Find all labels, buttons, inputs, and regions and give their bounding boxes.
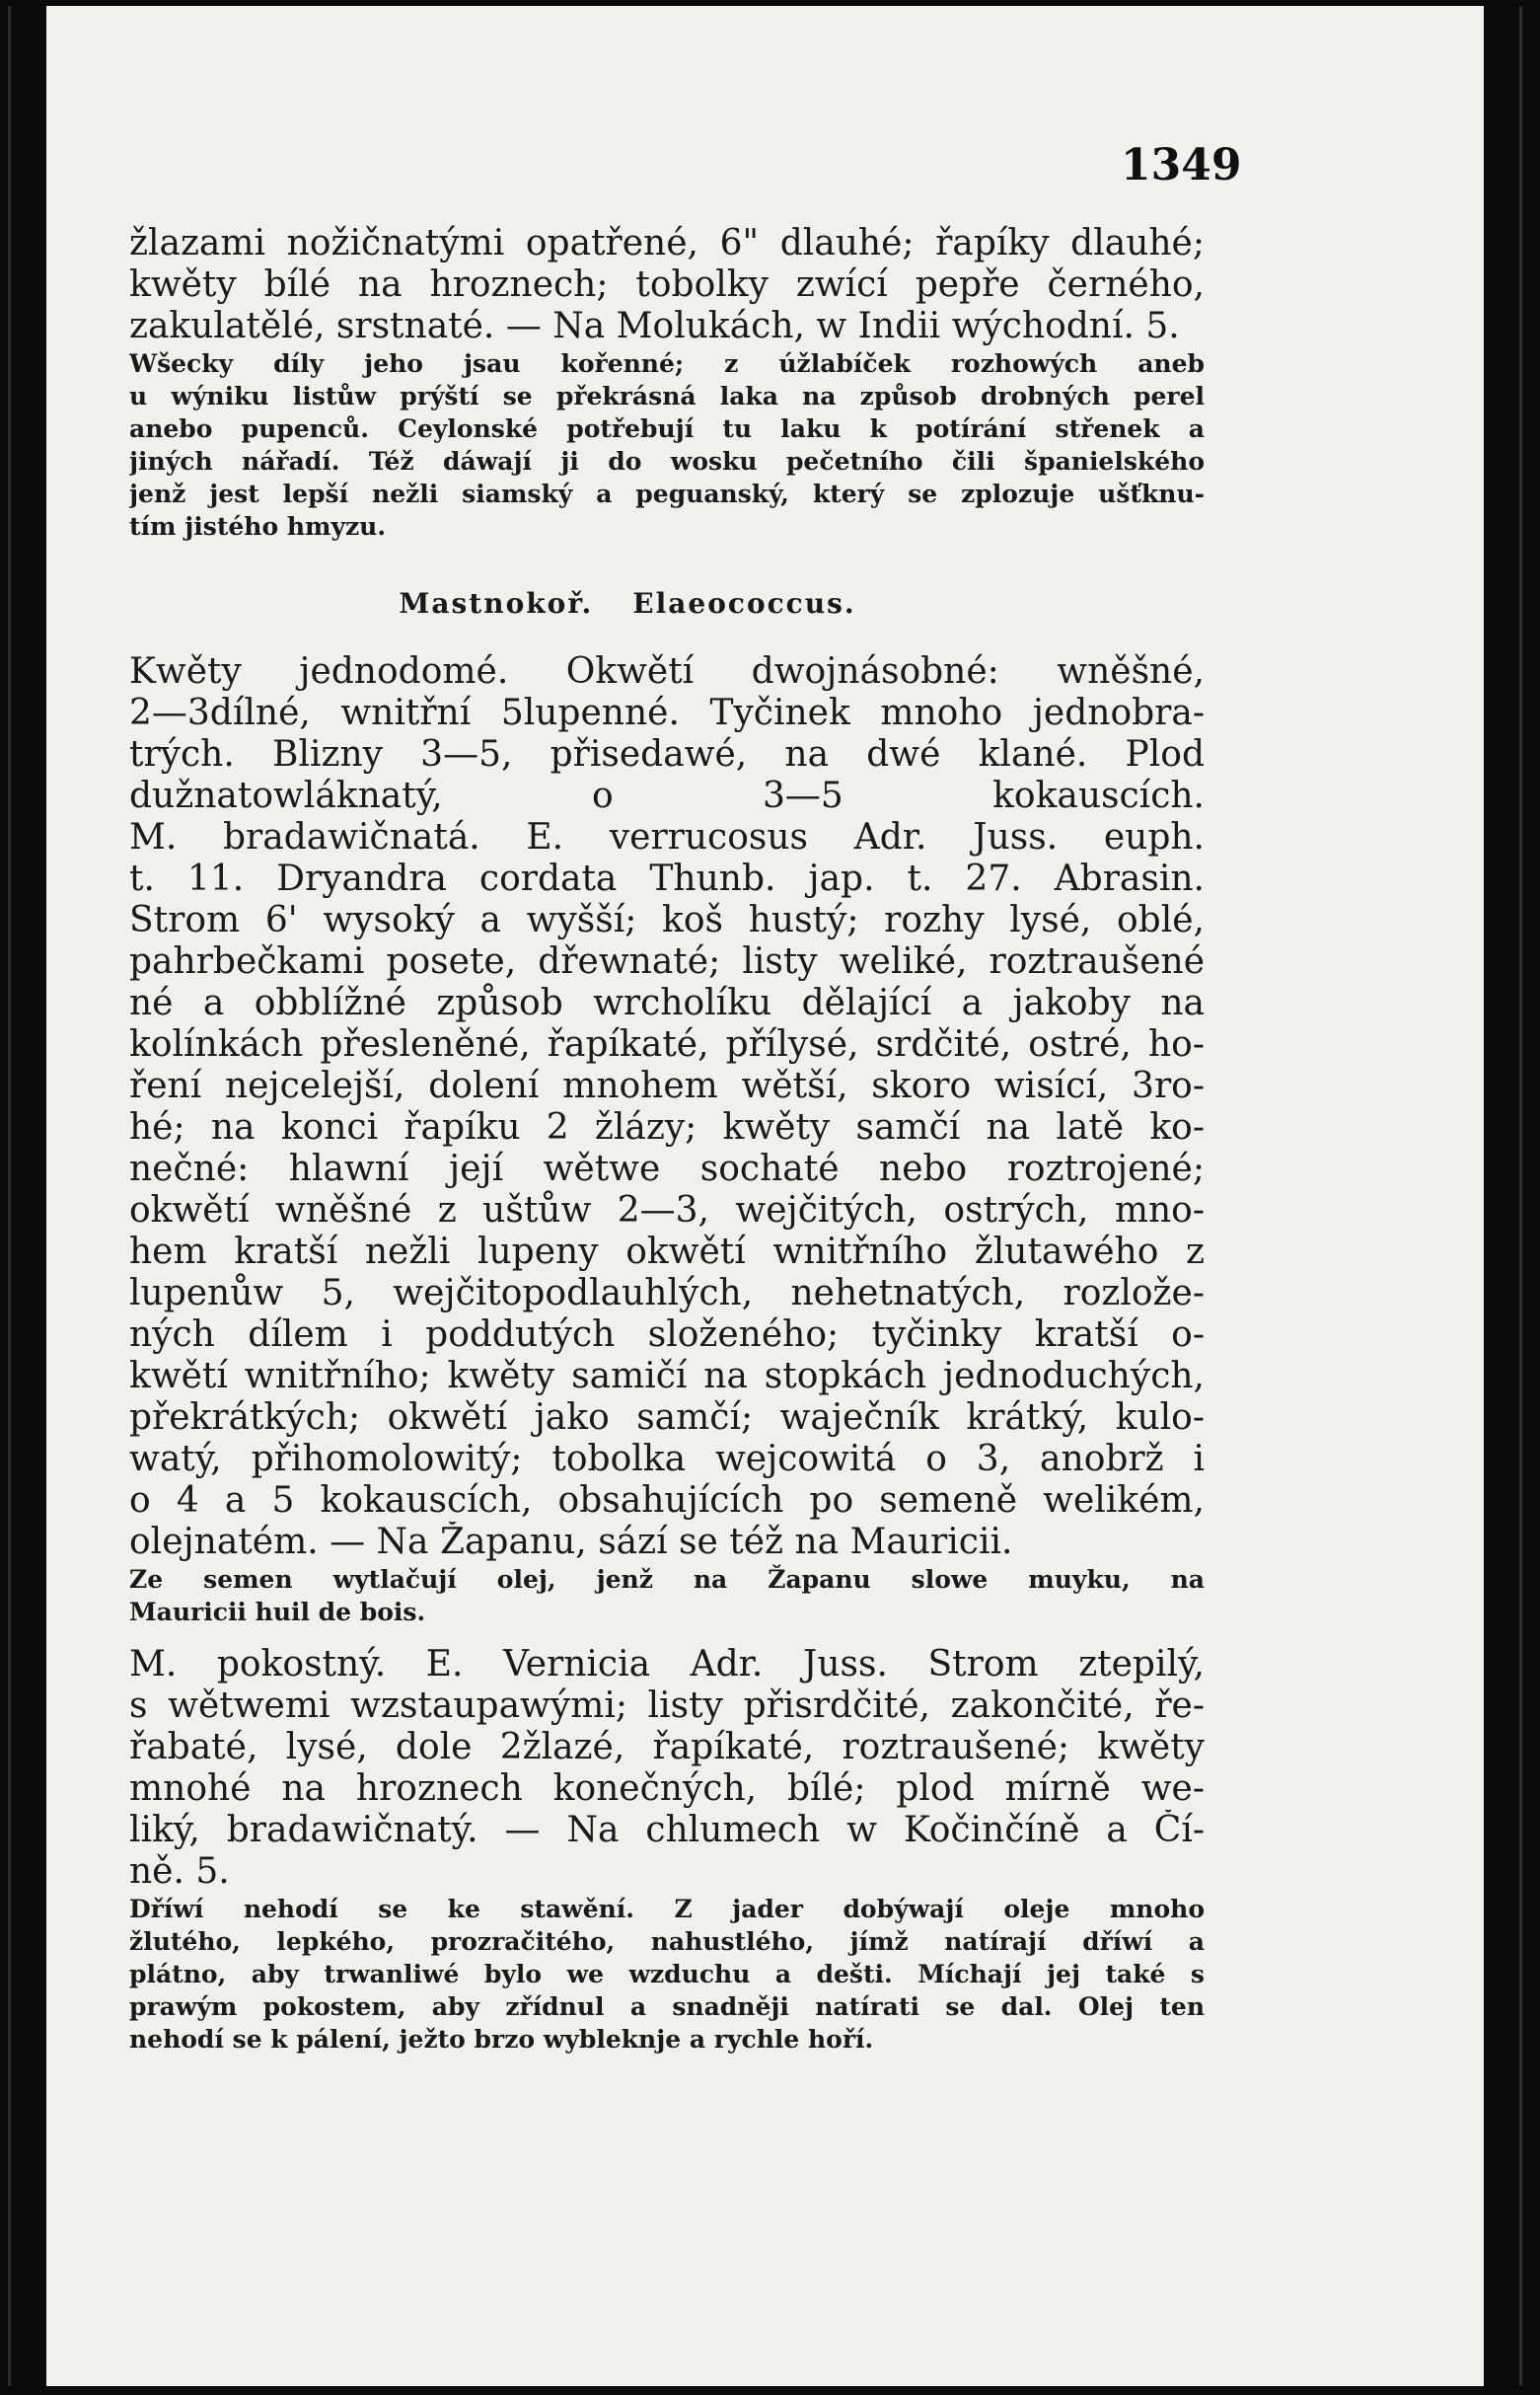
text-line: M. pokostný. E. Vernicia Adr. Juss. Strom ztepilý,: [129, 1644, 1205, 1684]
text-line: Wšecky díly jeho jsau kořenné; z úžlabíček rozhowých aneb: [129, 349, 1205, 378]
paragraph-gap: [129, 1628, 1205, 1644]
text-line: M. bradawičnatá. E. verrucosus Adr. Juss. euph.: [129, 817, 1205, 858]
text-paragraph: [129, 1644, 1205, 1893]
paragraph-gap: [129, 543, 1205, 559]
text-line: t. 11. Dryandra cordata Thunb. jap. t. 27. Abrasin.: [129, 859, 1205, 899]
text-line: mnohé na hroznech konečných, bílé; plod mírně we-: [129, 1768, 1205, 1809]
text-line: žlutého, lepkého, prozračitého, nahustlého, jímž natírají dříwí a: [129, 1927, 1205, 1956]
text-line: nečné: hlawní její wětwe sochaté nebo roztrojené;: [129, 1149, 1205, 1189]
text-line: kolínkách přesleněné, řapíkaté, přílysé, srdčité, ostré, ho-: [129, 1024, 1205, 1065]
text-line: tím jistého hmyzu.: [129, 512, 387, 541]
scan-edge-left: [11, 6, 46, 2386]
genus-heading-part: Elaeococcus.: [632, 587, 856, 620]
text-line: žlazami nožičnatými opatřené, 6" dlauhé; řapíky dlauhé;: [129, 223, 1205, 263]
note-paragraph: [129, 1563, 1205, 1628]
text-line: jiných nářadí. Též dáwají ji do wosku pečetního čili španielského: [129, 447, 1205, 476]
text-line: trých. Blizny 3—5, přisedawé, na dwé klané. Plod: [129, 734, 1205, 775]
text-line: plátno, aby trwanliwé bylo we wzduchu a dešti. Míchají jej také s: [129, 1960, 1205, 1988]
text-line: s wětwemi wzstaupawými; listy přisrdčité, zakončité, ře-: [129, 1685, 1205, 1726]
text-line: anebo pupenců. Ceylonské potřebují tu laku k potírání střenek a: [129, 414, 1205, 443]
text-line: lupenůw 5, wejčitopodlauhlých, nehetnatých, rozlože-: [129, 1273, 1205, 1313]
text-paragraph: [129, 223, 1205, 347]
book-page: [8, 6, 1522, 2386]
text-line: o 4 a 5 kokauscích, obsahujících po semeně welikém,: [129, 1480, 1205, 1521]
text-line: překrátkých; okwětí jako samčí; waječník krátký, kulo-: [129, 1397, 1205, 1438]
text-line: ně. 5.: [129, 1851, 230, 1892]
note-paragraph: [129, 347, 1205, 543]
text-line: ných dílem i poddutých složeného; tyčinky kratší o-: [129, 1314, 1205, 1355]
text-line: Kwěty jednodomé. Okwětí dwojnásobné: wněšné,: [129, 651, 1205, 692]
paragraph-gap: [129, 2056, 1205, 2071]
text-line: ření nejcelejší, dolení mnohem wětší, skoro wisící, 3ro-: [129, 1066, 1205, 1106]
text-line: Strom 6' wysoký a wyšší; koš hustý; rozhy lysé, oblé,: [129, 900, 1205, 940]
page-text: [129, 223, 1205, 2071]
text-line: hem kratší nežli lupeny okwětí wnitřního žlutawého z: [129, 1232, 1205, 1272]
text-line: olejnatém. — Na Žapanu, sází se též na Mauricii.: [129, 1522, 1013, 1562]
text-line: né a obblížné způsob wrcholíku dělající a jakoby na: [129, 983, 1205, 1023]
text-line: pahrbečkami posete, dřewnaté; listy weliké, roztraušené: [129, 941, 1205, 982]
text-line: Ze semen wytlačují olej, jenž na Žapanu slowe muyku, na: [129, 1565, 1205, 1594]
text-line: kwětí wnitřního; kwěty samičí na stopkách jednoduchých,: [129, 1356, 1205, 1396]
text-line: u wýniku listůw prýští se překrásná laka na způsob drobných perel: [129, 382, 1205, 411]
text-line: nehodí se k pálení, ježto brzo wybleknje a rychle hoří.: [129, 2025, 874, 2054]
text-line: hé; na konci řapíku 2 žlázy; kwěty samčí na latě ko-: [129, 1107, 1205, 1148]
genus-heading: [129, 584, 1205, 624]
text-line: jenž jest lepší nežli siamský a peguanský, který se zplozuje ušťknu-: [129, 480, 1205, 508]
page-number: 1349: [1121, 140, 1242, 190]
text-line: okwětí wněšné z uštůw 2—3, wejčitých, ostrých, mno-: [129, 1190, 1205, 1231]
note-paragraph: [129, 1893, 1205, 2056]
text-line: liký, bradawičnatý. — Na chlumech w Kočinčíně a Čí-: [129, 1810, 1205, 1850]
scan-edge-right: [1484, 6, 1519, 2386]
text-line: zakulatělé, srstnaté. — Na Molukách, w Indii wýchodní. 5.: [129, 306, 1180, 346]
text-paragraph: [129, 651, 1205, 1563]
text-line: dužnatowláknatý, o 3—5 kokauscích.: [129, 776, 1205, 816]
text-line: watý, přihomolowitý; tobolka wejcowitá o 3, anobrž i: [129, 1439, 1205, 1479]
text-line: 2—3dílné, wnitřní 5lupenné. Tyčinek mnoho jednobra-: [129, 693, 1205, 733]
text-line: kwěty bílé na hroznech; tobolky zwící pepře černého,: [129, 264, 1205, 305]
text-line: řabaté, lysé, dole 2žlazé, řapíkaté, roztraušené; kwěty: [129, 1727, 1205, 1767]
text-line: Dříwí nehodí se ke stawění. Z jader dobýwají oleje mnoho: [129, 1895, 1205, 1923]
genus-heading-part: Mastnokoř.: [399, 587, 594, 620]
text-line: Mauricii huil de bois.: [129, 1598, 426, 1626]
text-line: prawým pokostem, aby zřídnul a snadněji natírati se dal. Olej ten: [129, 1992, 1205, 2021]
